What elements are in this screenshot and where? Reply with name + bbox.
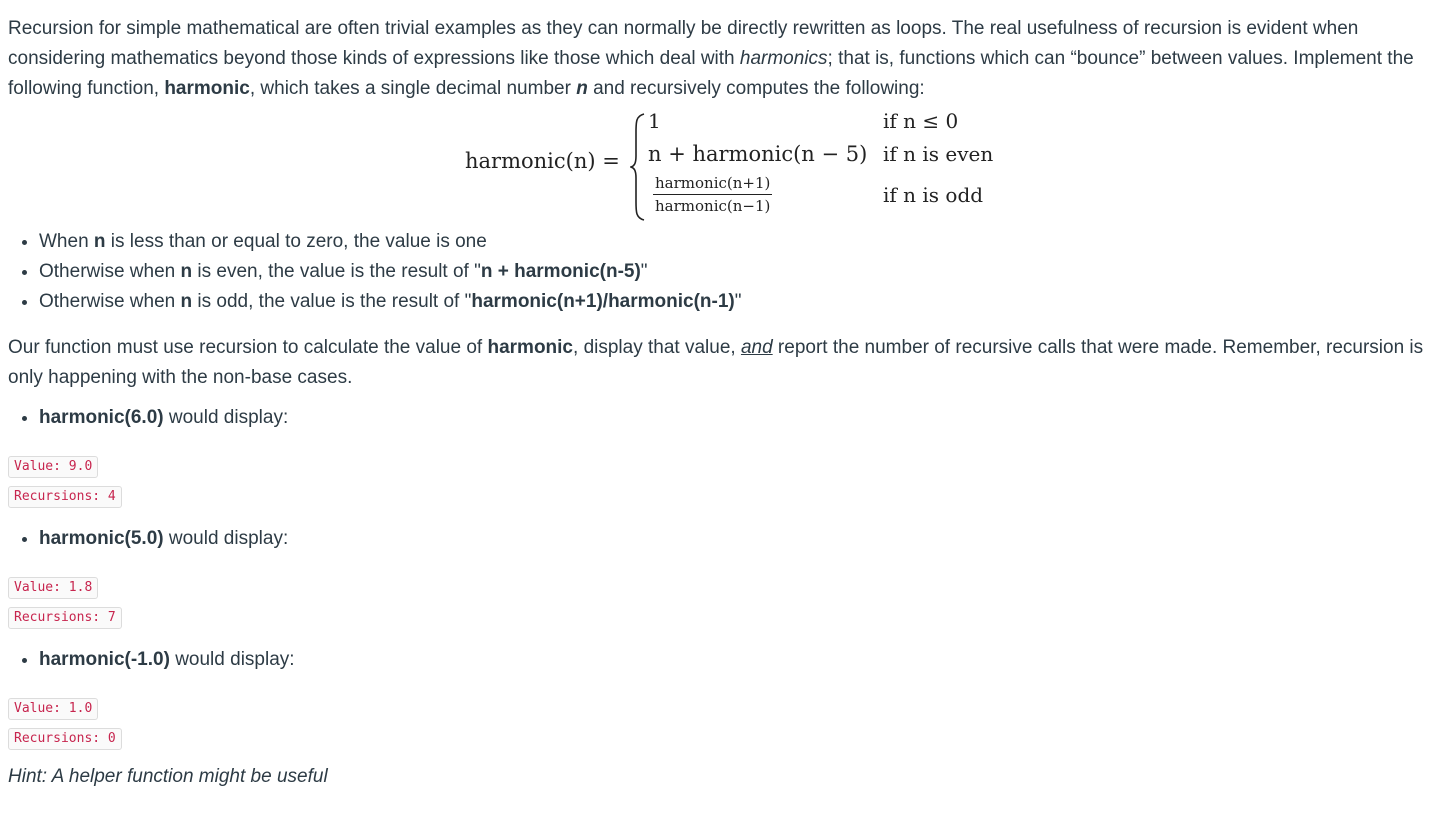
intro-text: , which takes a single decimal number	[249, 78, 577, 99]
intro-text: ; that is, functions which can “bounce” between values. Implement the following function,	[8, 48, 1414, 99]
example-3	[8, 645, 1448, 675]
output-value: Value: 1.0	[8, 698, 98, 720]
intro-paragraph	[8, 14, 1448, 104]
output-recursions: Recursions: 4	[8, 486, 122, 508]
function-name: harmonic	[164, 78, 250, 99]
intro-harmonics: harmonics	[739, 48, 828, 69]
example-2-output	[8, 575, 1448, 635]
output-recursions: Recursions: 0	[8, 728, 122, 750]
example-1	[8, 403, 1448, 433]
list-item: • harmonic(-1.0) would display:	[39, 645, 1448, 675]
intro-text: Recursion for simple mathematical are often trivial examples as they can normally be directly rewritten as loops. The real usefulness of recursion is evident when considering mathematics beyond those kinds of expressions like those which deal with	[8, 18, 1359, 69]
output-value: Value: 1.8	[8, 577, 98, 599]
formula-case-2: n + harmonic(n − 5)	[648, 142, 868, 166]
list-item: • harmonic(6.0) would display:	[39, 403, 1448, 433]
output-recursions: Recursions: 7	[8, 607, 122, 629]
formula-case-3	[653, 172, 772, 217]
list-item: • When n is less than or equal to zero, the value is one	[39, 227, 1448, 257]
fraction-numerator: harmonic(n+1)	[653, 172, 772, 195]
emphasis-and: and	[740, 337, 773, 358]
formula-lhs: harmonic(n) =	[465, 149, 620, 173]
formula-condition-1: if n ≤ 0	[883, 109, 959, 133]
formula-block	[8, 104, 1448, 229]
requirements-paragraph: Our function must use recursion to calculate the value of harmonic, display that value, and report the number of recursive calls that were made. Remember, recursion is only happening with the non-base cases.	[8, 337, 1424, 388]
example-3-output	[8, 696, 1448, 756]
formula-condition-2: if n is even	[883, 142, 994, 166]
variable-n: n	[576, 78, 588, 99]
fraction-denominator: harmonic(n−1)	[655, 197, 771, 215]
assignment-content	[8, 14, 1448, 792]
output-value: Value: 9.0	[8, 456, 98, 478]
formula-condition-3: if n is odd	[883, 183, 984, 207]
hint-text: Hint: A helper function might be useful	[8, 766, 328, 787]
left-brace-icon	[630, 112, 646, 222]
function-name: harmonic	[487, 337, 574, 358]
example-2	[8, 524, 1448, 554]
example-1-output	[8, 454, 1448, 514]
rules-list	[8, 227, 1448, 317]
list-item: • harmonic(5.0) would display:	[39, 524, 1448, 554]
formula-case-1: 1	[648, 109, 661, 133]
list-item: • Otherwise when n is odd, the value is the result of "harmonic(n+1)/harmonic(n-1)"	[39, 287, 1448, 317]
list-item: • Otherwise when n is even, the value is the result of "n + harmonic(n-5)"	[39, 257, 1448, 287]
intro-text: and recursively computes the following:	[587, 78, 925, 99]
